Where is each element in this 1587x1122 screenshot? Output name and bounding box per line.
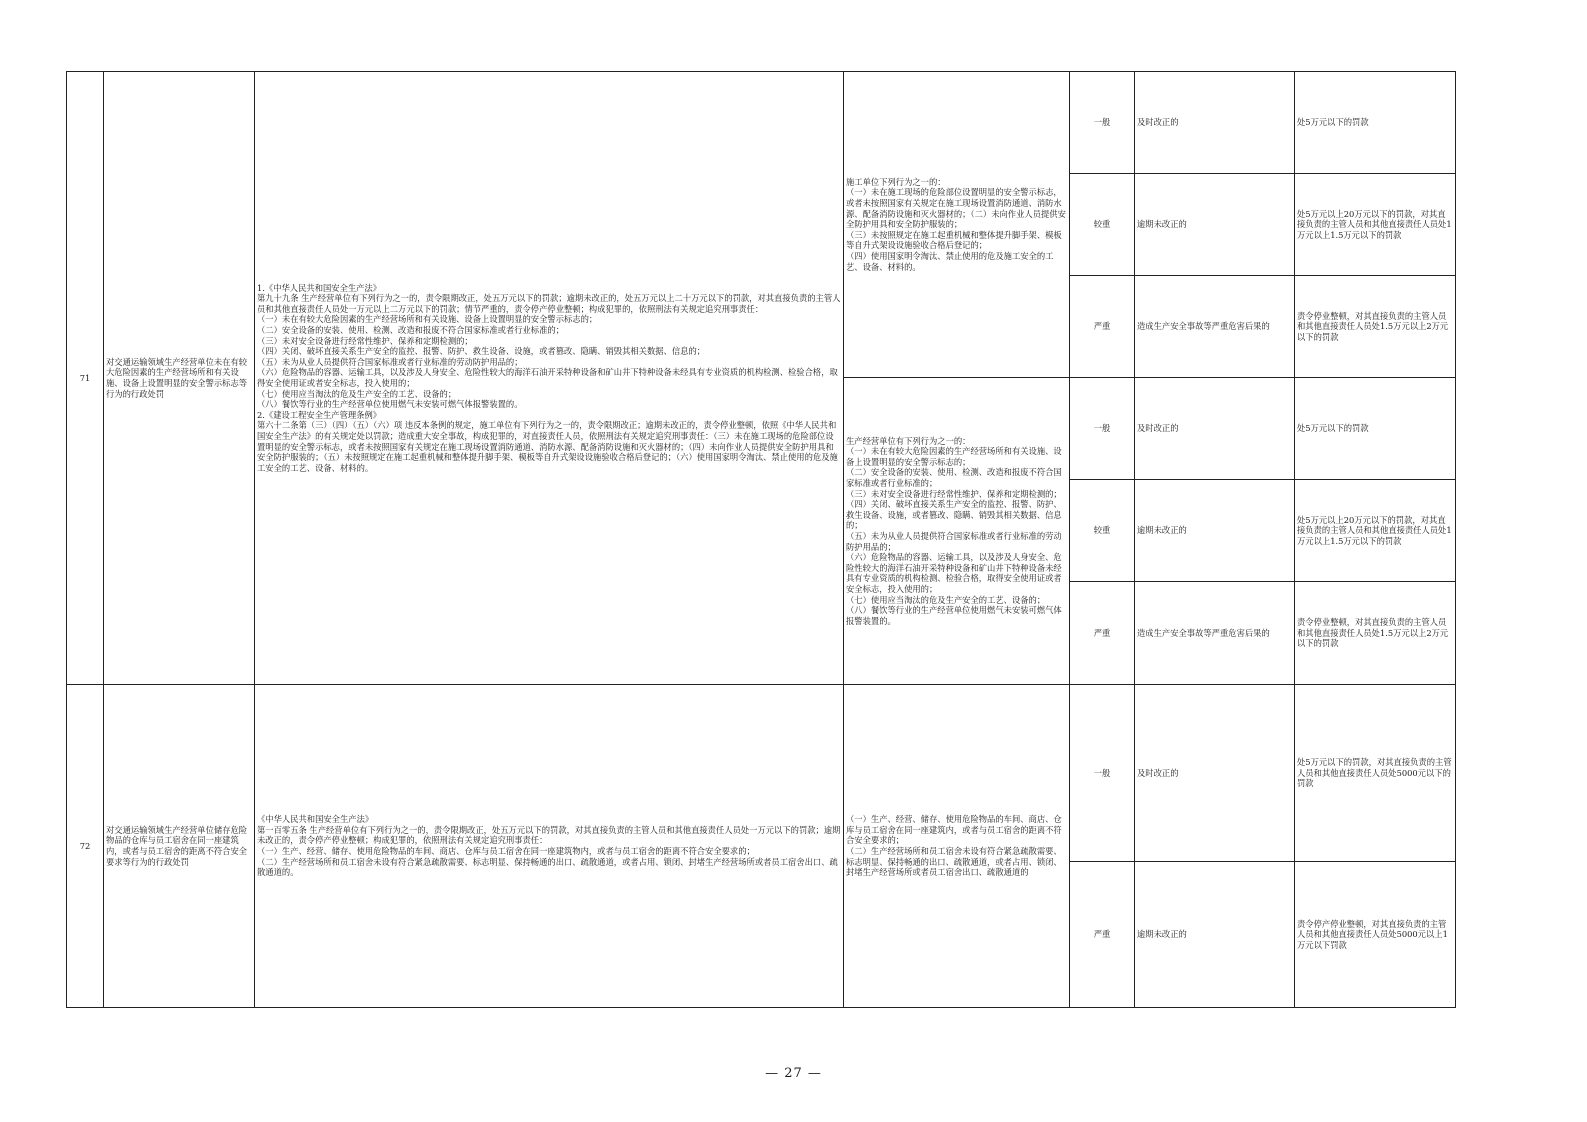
penalty-standard: 责令停业整顿，对其直接负责的主管人员和其他直接责任人员处1.5万元以上2万元以下的罚款	[1295, 582, 1456, 685]
basis-line: 《中华人民共和国安全生产法》	[257, 814, 374, 825]
situation-line: （一）未在施工现场的危险部位设置明显的安全警示标志，或者未按照国家有关规定在施工现场设置消防通道、消防水源、配备消防设施和灭火器材的；（二）未向作业人员提供安全防护用具和安全防护服装的；	[846, 187, 1066, 230]
legal-basis	[255, 72, 844, 685]
situation-line: （四）关闭、破坏直接关系生产安全的监控、报警、防护、救生设备、设施，或者篡改、隐瞒、销毁其相关数据、信息的；	[846, 499, 1062, 531]
severity-level: 严重	[1070, 582, 1135, 685]
item-name: 对交通运输领域生产经营单位储存危险物品的仓库与员工宿舍在同一座建筑内，或者与员工宿舍的距离不符合安全要求等行为的行政处罚	[104, 685, 255, 1008]
situation-line: （二）生产经营场所和员工宿舍未设有符合紧急疏散需要、标志明显、保持畅通的出口、疏散通道，或者占用、锁闭、封堵生产经营场所或者员工宿舍出口、疏散通道的	[846, 846, 1062, 878]
item-name: 对交通运输领域生产经营单位未在有较大危险因素的生产经营场所和有关设施、设备上设置明显的安全警示标志等行为的行政处罚	[104, 72, 255, 685]
penalty-standard: 责令停业整顿，对其直接负责的主管人员和其他直接责任人员处1.5万元以上2万元以下的罚款	[1295, 276, 1456, 378]
basis-line: （一）未在有较大危险因素的生产经营场所和有关设施、设备上设置明显的安全警示标志的；	[257, 314, 598, 325]
severity-level: 一般	[1070, 685, 1135, 862]
table-row	[67, 72, 1456, 174]
penalty-standard: 责令停产停业整顿，对其直接负责的主管人员和其他直接责任人员处5000元以上1万元以下罚款	[1295, 862, 1456, 1008]
situation-line: （一）未在有较大危险因素的生产经营场所和有关设施、设备上设置明显的安全警示标志的；	[846, 446, 1062, 467]
severity-level: 较重	[1070, 480, 1135, 582]
situation-line: 生产经营单位有下列行为之一的：	[846, 435, 971, 446]
basis-line: （一）生产、经营、储存、使用危险物品的车间、商店、仓库与员工宿舍在同一座建筑物内，或者与员工宿舍的距离不符合安全要求的；	[257, 846, 755, 856]
penalty-standard: 处5万元以下的罚款	[1295, 378, 1456, 480]
circumstance: 逾期未改正的	[1135, 480, 1295, 582]
basis-line: （二）生产经营场所和员工宿舍未设有符合紧急疏散需要、标志明显、保持畅通的出口、疏散通道，或者占用、锁闭、封堵生产经营场所或者员工宿舍出口、疏散通道的。	[257, 856, 838, 878]
row-number: 72	[67, 685, 104, 1008]
situation-line: （四）使用国家明令淘汰、禁止使用的危及施工安全的工艺、设备、材料的。	[846, 250, 1054, 272]
situation-line: 施工单位下列行为之一的：	[846, 176, 946, 187]
penalty-standard: 处5万元以上20万元以下的罚款，对其直接负责的主管人员和其他直接责任人员处1万元以上1.5万元以下的罚款	[1295, 174, 1456, 276]
severity-level: 严重	[1070, 862, 1135, 1008]
violation-situation	[844, 72, 1070, 378]
severity-level: 严重	[1070, 276, 1135, 378]
situation-line: （八）餐饮等行业的生产经营单位使用燃气未安装可燃气体报警装置的。	[846, 605, 1062, 626]
situation-line: （一）生产、经营、储存、使用危险物品的车间、商店、仓库与员工宿舍在同一座建筑内，或者与员工宿舍的距离不符合安全要求的；	[846, 814, 1062, 846]
circumstance: 造成生产安全事故等严重危害后果的	[1135, 276, 1295, 378]
circumstance: 及时改正的	[1135, 685, 1295, 862]
situation-line: （三）未对安全设备进行经常性维护、保养和定期检测的；	[846, 488, 1062, 499]
basis-line: （八）餐饮等行业的生产经营单位使用燃气未安装可燃气体报警装置的。	[257, 399, 523, 410]
situation-line: （五）未为从业人员提供符合国家标准或者行业标准的劳动防护用品的；	[846, 531, 1062, 552]
basis-line: 第一百零五条 生产经营单位有下列行为之一的，责令限期改正，处五万元以下的罚款，对其直接负责的主管人员和其他直接责任人员处一万元以下的罚款；逾期未改正的，责令停产停业整顿；构成犯罪的，依照刑法有关规定追究刑事责任：	[257, 824, 841, 846]
penalty-standard: 处5万元以下的罚款，对其直接负责的主管人员和其他直接责任人员处5000元以下的罚款	[1295, 685, 1456, 862]
basis-line: 第九十九条 生产经营单位有下列行为之一的，责令限期改正，处五万元以下的罚款；逾期未改正的，处五万元以上二十万元以下的罚款，对其直接负责的主管人员和其他直接责任人员处一万元以上二万元以下的罚款；情节严重的，责令停产停业整顿；构成犯罪的，依照刑法有关规定追究刑事责任：	[257, 293, 841, 314]
basis-line: （二）安全设备的安装、使用、检测、改造和报废不符合国家标准或者行业标准的；	[257, 325, 564, 336]
circumstance: 逾期未改正的	[1135, 174, 1295, 276]
severity-level: 一般	[1070, 72, 1135, 174]
basis-line: 1.《中华人民共和国安全生产法》	[257, 282, 382, 293]
basis-line: （六）危险物品的容器、运输工具，以及涉及人身安全、危险性较大的海洋石油开采特种设备和矿山井下特种设备未经具有专业资质的机构检测、检验合格，取得安全使用证或者安全标志，投入使用的；	[257, 367, 838, 388]
legal-basis	[255, 685, 844, 1008]
situation-line: （七）使用应当淘汰的危及生产安全的工艺、设备的；	[846, 594, 1046, 605]
severity-level: 一般	[1070, 378, 1135, 480]
basis-line: 第六十二条第（三）（四）（五）（六）项 违反本条例的规定，施工单位有下列行为之一的，责令限期改正；逾期未改正的，责令停业整顿，依照《中华人民共和国安全生产法》的有关规定处以罚款；造成重大安全事故，构成犯罪的，对直接责任人员，依照刑法有关规定追究刑事责任：（三）未在施工现场的危险部位设置明显的安全警示标志，或者未按照国家有关规定在施工现场设置消防通道、消防水源、配备消防设施和灭火器材的；（四）未向作业人员提供安全防护用具和安全防护服装的；（五）未按照规定在施工起重机械和整体提升脚手架、模板等自升式架设设施验收合格后登记的；（六）使用国家明令淘汰、禁止使用的危及施工安全的工艺、设备、材料的。	[257, 420, 838, 473]
circumstance: 逾期未改正的	[1135, 862, 1295, 1008]
violation-situation	[844, 378, 1070, 685]
penalty-standard: 处5万元以下的罚款	[1295, 72, 1456, 174]
circumstance: 造成生产安全事故等严重危害后果的	[1135, 582, 1295, 685]
circumstance: 及时改正的	[1135, 378, 1295, 480]
circumstance: 及时改正的	[1135, 72, 1295, 174]
page-number: — 27 —	[765, 1066, 822, 1081]
situation-line: （二）安全设备的安装、使用、检测、改造和报废不符合国家标准或者行业标准的；	[846, 467, 1062, 489]
basis-line: 2.《建设工程安全生产管理条例》	[257, 409, 382, 420]
row-number: 71	[67, 72, 104, 685]
penalty-table	[66, 71, 1456, 1008]
basis-line: （三）未对安全设备进行经常性维护、保养和定期检测的；	[257, 335, 473, 346]
violation-situation	[844, 685, 1070, 1008]
basis-line: （七）使用应当淘汰的危及生产安全的工艺、设备的；	[257, 388, 457, 399]
table-row	[67, 685, 1456, 862]
penalty-standard: 处5万元以上20万元以下的罚款，对其直接负责的主管人员和其他直接责任人员处1万元以上1.5万元以下的罚款	[1295, 480, 1456, 582]
basis-line: （四）关闭、破坏直接关系生产安全的监控、报警、防护、救生设备、设施，或者篡改、隐瞒、销毁其相关数据、信息的；	[257, 346, 706, 357]
severity-level: 较重	[1070, 174, 1135, 276]
situation-line: （六）危险物品的容器、运输工具，以及涉及人身安全、危险性较大的海洋石油开采特种设备和矿山井下特种设备未经具有专业资质的机构检测、检验合格，取得安全使用证或者安全标志，投入使用的；	[846, 552, 1062, 594]
basis-line: （五）未为从业人员提供符合国家标准或者行业标准的劳动防护用品的；	[257, 356, 523, 367]
situation-line: （三）未按照规定在施工起重机械和整体提升脚手架、模板等自升式架设设施验收合格后登记的；	[846, 229, 1062, 251]
